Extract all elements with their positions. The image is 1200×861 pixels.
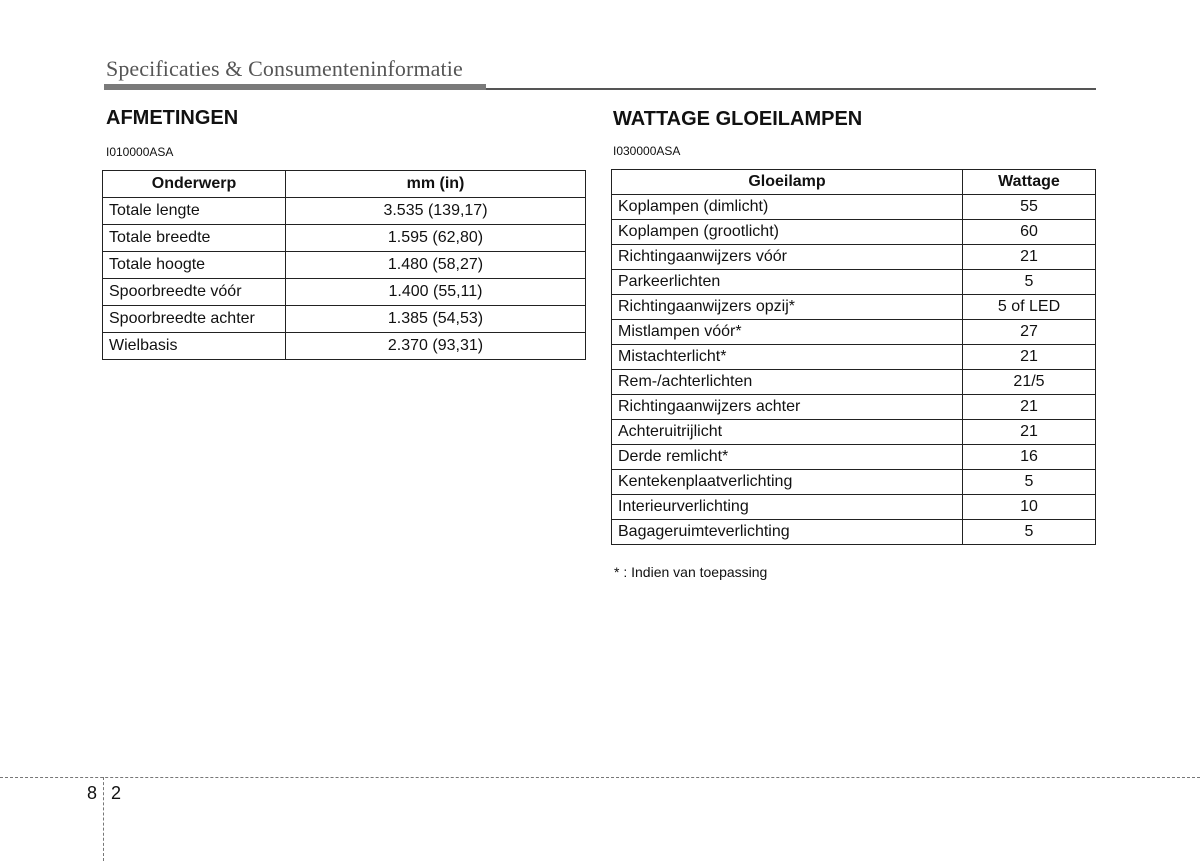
footer-dashed-rule — [0, 777, 1200, 778]
column-header: Gloeilamp — [612, 170, 963, 195]
table-row — [612, 220, 1096, 245]
row-value: 21 — [963, 345, 1096, 370]
row-label: Totale hoogte — [103, 252, 286, 279]
table-header-row — [612, 170, 1096, 195]
footer-vertical-rule — [103, 777, 104, 861]
row-value: 5 — [963, 270, 1096, 295]
header-rule-thick — [104, 84, 486, 90]
row-label: Totale breedte — [103, 225, 286, 252]
row-value: 10 — [963, 495, 1096, 520]
page-number: 2 — [111, 783, 122, 803]
row-label: Spoorbreedte achter — [103, 306, 286, 333]
table-row — [612, 520, 1096, 545]
table-row — [612, 395, 1096, 420]
table-row — [612, 195, 1096, 220]
page-header-title: Specificaties & Consumenteninformatie — [106, 56, 463, 81]
table-row — [103, 252, 586, 279]
column-header: Wattage — [963, 170, 1096, 195]
table-row — [612, 470, 1096, 495]
row-value: 21/5 — [963, 370, 1096, 395]
row-label: Achteruitrijlicht — [612, 420, 963, 445]
table-row — [612, 370, 1096, 395]
table-row — [612, 270, 1096, 295]
row-label: Bagageruimteverlichting — [612, 520, 963, 545]
row-value: 21 — [963, 245, 1096, 270]
bulbs-table — [611, 169, 1096, 545]
chapter-number: 8 — [87, 783, 98, 803]
row-value: 55 — [963, 195, 1096, 220]
row-value: 2.370 (93,31) — [286, 333, 586, 360]
header-rule-thin — [486, 88, 1096, 90]
table-row — [103, 306, 586, 333]
bulbs-title: WATTAGE GLOEILAMPEN — [613, 108, 863, 130]
table-row — [612, 320, 1096, 345]
table-row — [103, 225, 586, 252]
row-value: 1.385 (54,53) — [286, 306, 586, 333]
table-row — [612, 245, 1096, 270]
row-label: Richtingaanwijzers opzij* — [612, 295, 963, 320]
row-value: 60 — [963, 220, 1096, 245]
row-label: Totale lengte — [103, 198, 286, 225]
bulbs-code: I030000ASA — [613, 144, 681, 158]
table-row — [612, 495, 1096, 520]
row-label: Spoorbreedte vóór — [103, 279, 286, 306]
row-label: Wielbasis — [103, 333, 286, 360]
row-value: 3.535 (139,17) — [286, 198, 586, 225]
row-label: Richtingaanwijzers achter — [612, 395, 963, 420]
table-row — [612, 345, 1096, 370]
dimensions-code: I010000ASA — [106, 145, 174, 159]
row-label: Koplampen (grootlicht) — [612, 220, 963, 245]
table-row — [103, 198, 586, 225]
row-value: 21 — [963, 420, 1096, 445]
row-value: 5 of LED — [963, 295, 1096, 320]
row-label: Rem-/achterlichten — [612, 370, 963, 395]
dimensions-table — [102, 170, 586, 360]
row-value: 5 — [963, 520, 1096, 545]
table-row — [612, 445, 1096, 470]
row-value: 27 — [963, 320, 1096, 345]
table-row — [103, 279, 586, 306]
table-header-row — [103, 171, 586, 198]
row-label: Derde remlicht* — [612, 445, 963, 470]
row-value: 1.480 (58,27) — [286, 252, 586, 279]
row-label: Richtingaanwijzers vóór — [612, 245, 963, 270]
row-value: 16 — [963, 445, 1096, 470]
table-row — [612, 295, 1096, 320]
row-label: Koplampen (dimlicht) — [612, 195, 963, 220]
column-header: mm (in) — [286, 171, 586, 198]
table-row — [612, 420, 1096, 445]
bulbs-footnote: * : Indien van toepassing — [614, 564, 768, 580]
column-header: Onderwerp — [103, 171, 286, 198]
row-value: 1.595 (62,80) — [286, 225, 586, 252]
row-value: 1.400 (55,11) — [286, 279, 586, 306]
table-row — [103, 333, 586, 360]
row-label: Interieurverlichting — [612, 495, 963, 520]
row-label: Mistachterlicht* — [612, 345, 963, 370]
row-label: Mistlampen vóór* — [612, 320, 963, 345]
row-value: 5 — [963, 470, 1096, 495]
row-label: Kentekenplaatverlichting — [612, 470, 963, 495]
dimensions-title: AFMETINGEN — [106, 107, 239, 129]
row-label: Parkeerlichten — [612, 270, 963, 295]
row-value: 21 — [963, 395, 1096, 420]
